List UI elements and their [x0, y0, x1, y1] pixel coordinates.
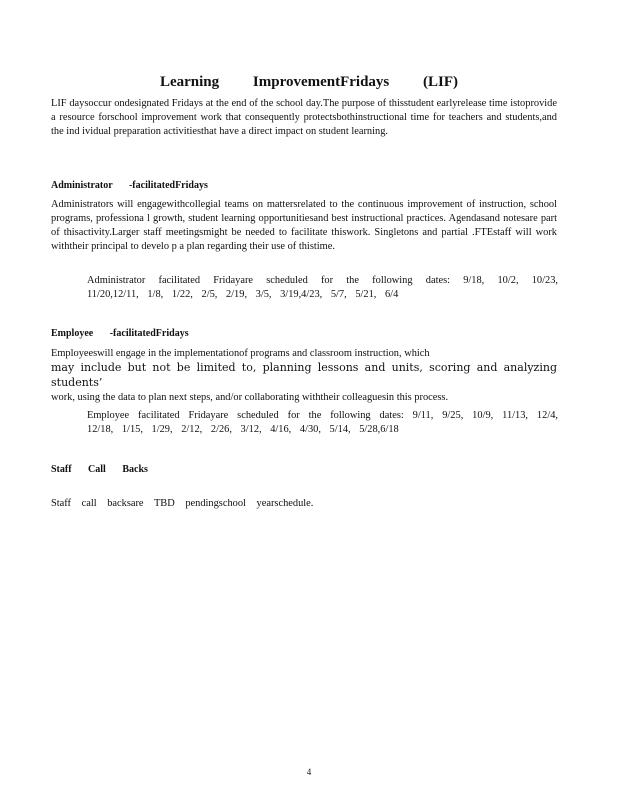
- employee-paragraph: [51, 347, 557, 405]
- employee-paragraph-line-1: Employeeswill engage in the implementationof programs and classroom instruction, which: [51, 348, 430, 359]
- administrator-dates-list-item: [68, 274, 558, 302]
- employee-dates-list-item: [68, 409, 558, 437]
- intro-paragraph: LIF daysoccur ondesignated Fridays at the end of the school day.The purpose of thisstudent earlyrelease time istoprovide a resource forschool improvement work that consequently protectsbothinstructional time for teachers and students,and the ind ividual preparation activitiesthat have a direct impact on student learning.: [51, 98, 557, 137]
- employee-paragraph-rest: work, using the data to plan next steps, and/or collaborating withtheir colleaguesin this process.: [51, 392, 449, 403]
- administrator-dates-text: Administrator facilitated Fridayare scheduled for the following dates: 9/18, 10/2, 10/23, 11/20,12/11, 1/8, 1/22, 2/5, 2/19, 3/5, 3/19,4/23, 5/7, 5/21, 6/4: [87, 275, 558, 300]
- page-title: Learning ImprovementFridays (LIF): [159, 74, 459, 90]
- staff-call-backs-paragraph: Staff call backsare TBD pendingschool yearschedule.: [51, 498, 314, 509]
- employee-paragraph-line-2: may include but not be limited to, planning lessons and units, scoring and analyzing students’: [51, 361, 557, 389]
- administrator-heading: Administrator -facilitatedFridays: [51, 180, 208, 191]
- staff-call-backs-heading: Staff Call Backs: [51, 464, 148, 475]
- employee-heading: Employee -facilitatedFridays: [51, 328, 189, 339]
- employee-dates-text: Employee facilitated Fridayare scheduled for the following dates: 9/11, 9/25, 10/9, 11/13, 12/4, 12/18, 1/15, 1/29, 2/12, 2/26, 3/12, 4/16, 4/30, 5/14, 5/28,6/18: [87, 410, 558, 435]
- page-number: 4: [306, 767, 312, 777]
- administrator-paragraph: Administrators will engagewithcollegial teams on mattersrelated to the continuous improvement of instruction, school programs, professiona l growth, student learning opportunitiesand best instructional practices. Agendasand notesare part of thisactivity.Larger staff meetingsmight be needed to facilitate thiswork. Singletons and partial .FTEstaff will work withtheir principal to develo p a plan regarding their use of thistime.: [51, 199, 557, 252]
